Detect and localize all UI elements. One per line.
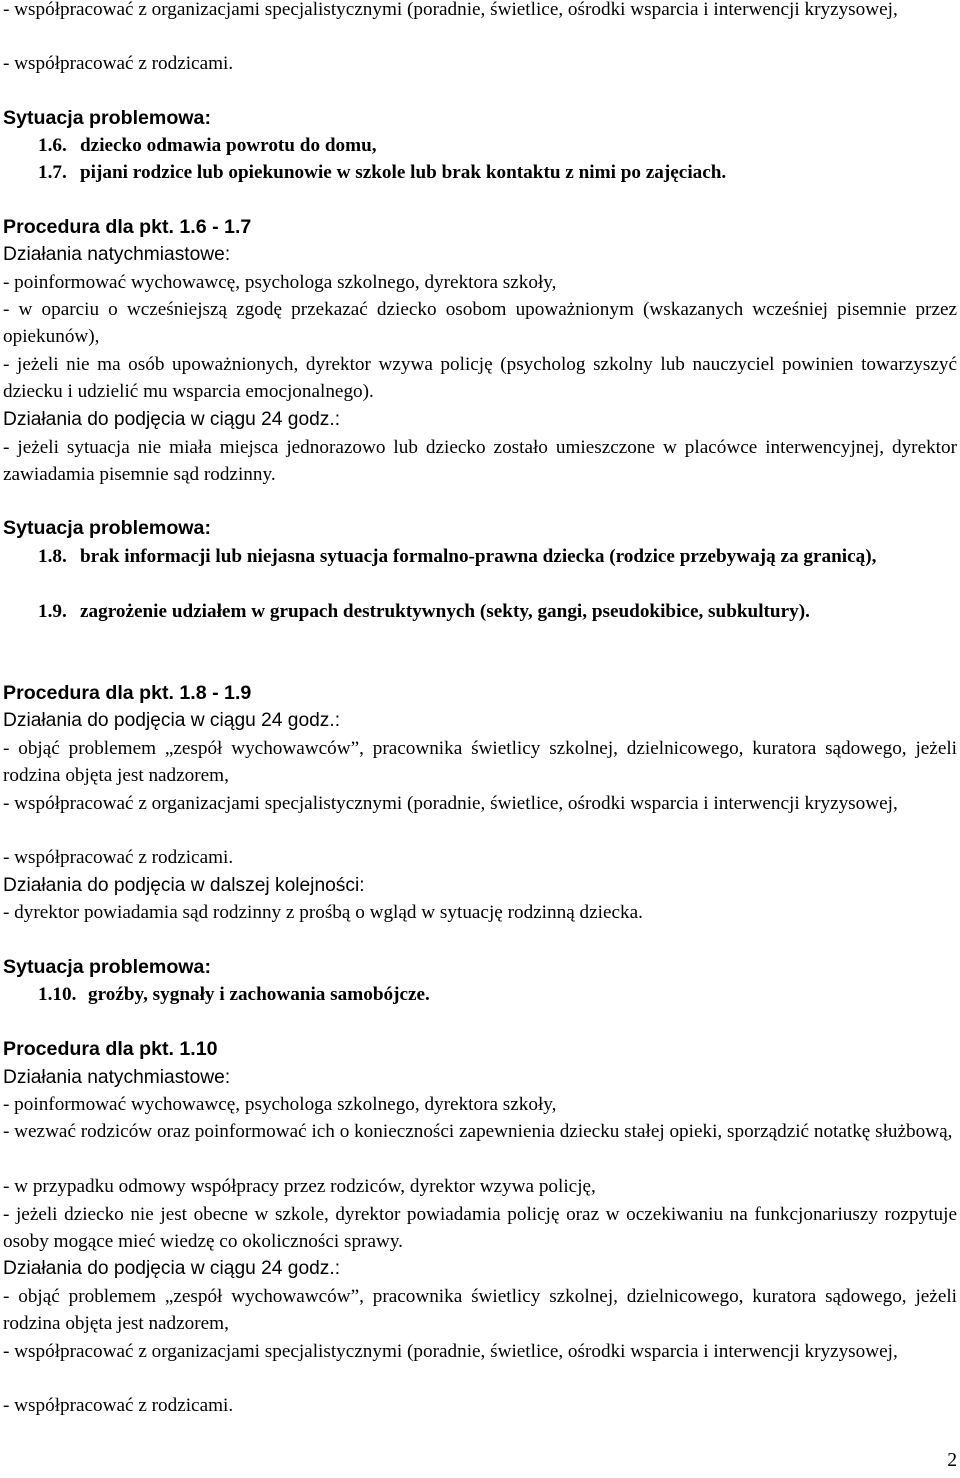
- paragraph: - jeżeli nie ma osób upoważnionych, dyrektor wzywa policję (psycholog szkolny lub nauczyciel powinien towarzyszyć dziecku i udzielić mu wsparcia emocjonalnego).: [3, 354, 957, 403]
- subheading: Działania natychmiastowe:: [3, 1067, 231, 1088]
- list-item: [38, 159, 958, 186]
- paragraph: - w przypadku odmowy współpracy przez rodziców, dyrektor wzywa policję,: [3, 1176, 596, 1197]
- list-item-number: 1.10.: [38, 984, 77, 1005]
- list-item-text: groźby, sygnały i zachowania samobójcze.: [88, 984, 430, 1005]
- paragraph: - jeżeli dziecko nie jest obecne w szkole, dyrektor powiadamia policję oraz w oczekiwaniu na funkcjonariuszy rozpytuje osoby mogące mieć wiedzę co okoliczności sprawy.: [3, 1204, 957, 1253]
- section-heading: Sytuacja problemowa:: [3, 956, 211, 978]
- paragraph: - dyrektor powiadamia sąd rodzinny z prośbą o wgląd w sytuację rodzinną dziecka.: [3, 902, 643, 923]
- section-heading: Sytuacja problemowa:: [3, 517, 211, 539]
- list-item: [38, 981, 958, 1008]
- list-item-text: brak informacji lub niejasna sytuacja formalno-prawna dziecka (rodzice przebywają za granicą),: [80, 546, 877, 567]
- paragraph: - współpracować z rodzicami.: [3, 53, 234, 74]
- list-item-text: pijani rodzice lub opiekunowie w szkole lub brak kontaktu z nimi po zajęciach.: [80, 162, 727, 183]
- list-item-number: 1.9.: [38, 601, 67, 622]
- list-item: [38, 543, 958, 570]
- subheading: Działania do podjęcia w ciągu 24 godz.:: [3, 710, 341, 731]
- paragraph: - poinformować wychowawcę, psychologa szkolnego, dyrektora szkoły,: [3, 272, 557, 293]
- paragraph: - współpracować z rodzicami.: [3, 1395, 234, 1416]
- procedure-heading: Procedura dla pkt. 1.6 - 1.7: [3, 216, 252, 238]
- subheading: Działania natychmiastowe:: [3, 244, 231, 265]
- paragraph: - współpracować z organizacjami specjalistycznymi (poradnie, świetlice, ośrodki wsparcia i interwencji kryzysowej,: [3, 1341, 898, 1362]
- paragraph: - objąć problemem „zespół wychowawców”, pracownika świetlicy szkolnej, dzielnicowego, kuratora sądowego, jeżeli rodzina objęta jest nadzorem,: [3, 738, 957, 787]
- paragraph: - współpracować z rodzicami.: [3, 847, 234, 868]
- list-item: [38, 598, 958, 625]
- section-heading: Sytuacja problemowa:: [3, 107, 211, 129]
- subheading: Działania do podjęcia w ciągu 24 godz.:: [3, 1258, 341, 1279]
- page-number: 2: [947, 1450, 957, 1471]
- subheading: Działania do podjęcia w dalszej kolejności:: [3, 875, 365, 896]
- list-item-number: 1.6.: [38, 135, 67, 156]
- paragraph: - w oparciu o wcześniejszą zgodę przekazać dziecko osobom upoważnionym (wskazanych wcześniej pisemnie przez opiekunów),: [3, 299, 957, 348]
- paragraph: - współpracować z organizacjami specjalistycznymi (poradnie, świetlice, ośrodki wsparcia i interwencji kryzysowej,: [3, 0, 898, 20]
- list-item-number: 1.8.: [38, 546, 67, 567]
- procedure-heading: Procedura dla pkt. 1.10: [3, 1038, 218, 1060]
- paragraph: - poinformować wychowawcę, psychologa szkolnego, dyrektora szkoły,: [3, 1094, 557, 1115]
- paragraph: - objąć problemem „zespół wychowawców”, pracownika świetlicy szkolnej, dzielnicowego, kuratora sądowego, jeżeli rodzina objęta jest nadzorem,: [3, 1286, 957, 1335]
- paragraph: - jeżeli sytuacja nie miała miejsca jednorazowo lub dziecko zostało umieszczone w placówce interwencyjnej, dyrektor zawiadamia pisemnie sąd rodzinny.: [3, 437, 957, 486]
- list-item-text: zagrożenie udziałem w grupach destruktywnych (sekty, gangi, pseudokibice, subkultury).: [80, 601, 810, 622]
- procedure-heading: Procedura dla pkt. 1.8 - 1.9: [3, 682, 252, 704]
- paragraph: - współpracować z organizacjami specjalistycznymi (poradnie, świetlice, ośrodki wsparcia i interwencji kryzysowej,: [3, 793, 898, 814]
- subheading: Działania do podjęcia w ciągu 24 godz.:: [3, 409, 341, 430]
- paragraph: - wezwać rodziców oraz poinformować ich o konieczności zapewnienia dziecku stałej opieki, sporządzić notatkę służbową,: [3, 1121, 953, 1142]
- list-item-number: 1.7.: [38, 162, 67, 183]
- list-item-text: dziecko odmawia powrotu do domu,: [80, 135, 377, 156]
- list-item: [38, 132, 958, 159]
